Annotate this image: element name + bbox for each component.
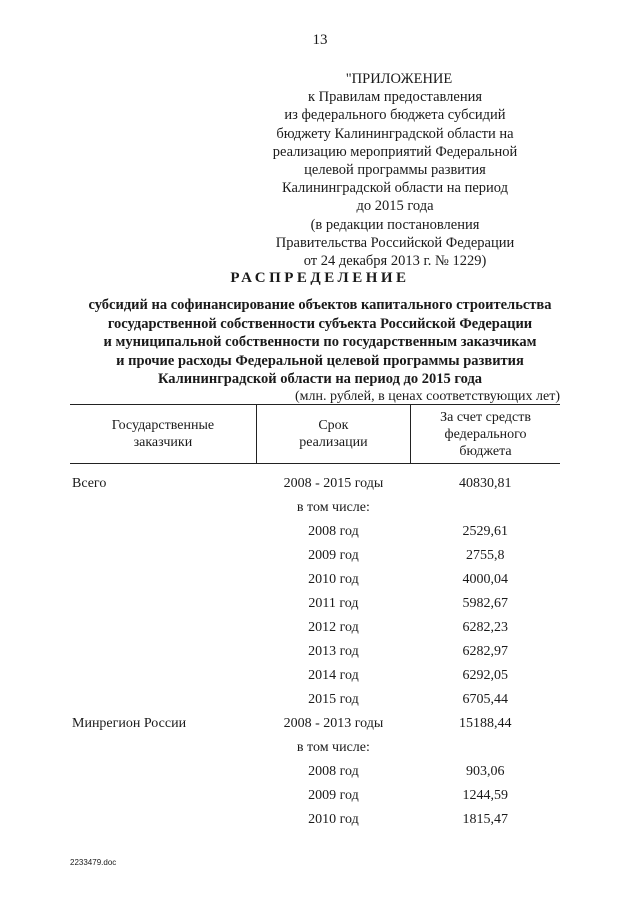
cell-customer	[70, 664, 256, 688]
cell-period: 2015 год	[308, 692, 359, 707]
cell-customer: Минрегион России	[72, 716, 187, 731]
cell-period: 2008 - 2013 годы	[283, 716, 384, 731]
table-row	[70, 784, 560, 808]
cell-amount: 6282,97	[462, 644, 509, 659]
units-note: (млн. рублей, в ценах соответствующих лет)	[295, 389, 560, 404]
table-row	[70, 760, 560, 784]
cell-period: 2013 год	[308, 644, 359, 659]
distribution-table	[70, 404, 560, 832]
cell-period: 2010 год	[308, 812, 359, 827]
document-title: РАСПРЕДЕЛЕНИЕ	[230, 270, 410, 286]
table-row	[70, 464, 560, 497]
cell-customer	[70, 760, 256, 784]
table-row	[70, 736, 560, 760]
cell-amount: 1244,59	[462, 788, 509, 803]
appendix-line: из федерального бюджета субсидий	[284, 107, 506, 124]
cell-amount: 903,06	[466, 764, 505, 779]
appendix-line: к Правилам предоставления	[307, 89, 483, 106]
cell-amount: 4000,04	[462, 572, 509, 587]
cell-customer	[70, 496, 256, 520]
cell-customer	[70, 616, 256, 640]
appendix-note	[240, 70, 550, 270]
table-row	[70, 712, 560, 736]
cell-customer	[70, 520, 256, 544]
appendix-line: бюджету Калининградской области на	[276, 125, 514, 142]
cell-period: 2014 год	[308, 668, 359, 683]
cell-customer	[70, 544, 256, 568]
header-line: За счет средств	[440, 409, 531, 425]
cell-period: 2012 год	[308, 620, 359, 635]
cell-customer	[70, 568, 256, 592]
cell-customer	[70, 640, 256, 664]
page-number: 13	[312, 32, 328, 48]
header-amount	[411, 405, 560, 464]
appendix-line: реализацию мероприятий Федеральной	[272, 143, 518, 160]
table-row	[70, 592, 560, 616]
cell-customer	[70, 736, 256, 760]
cell-amount: 6292,05	[462, 668, 509, 683]
appendix-line: Калининградской области на период	[281, 180, 509, 197]
header-line: реализации	[299, 435, 368, 450]
cell-amount: 6705,44	[462, 692, 509, 707]
cell-customer: Всего	[72, 476, 107, 491]
header-line: Государственные	[111, 418, 215, 433]
table-row	[70, 520, 560, 544]
appendix-line: (в редакции постановления	[310, 216, 480, 233]
subtitle-line: Калининградской области на период до 2015 года	[157, 371, 483, 388]
header-line: федерального	[444, 426, 527, 442]
table-row	[70, 568, 560, 592]
header-line: Срок	[318, 418, 349, 433]
document-subtitle	[60, 296, 580, 389]
header-line: заказчики	[133, 435, 193, 450]
cell-amount: 5982,67	[462, 596, 509, 611]
subtitle-line: государственной собственности субъекта Российской Федерации	[107, 315, 533, 332]
appendix-line: Правительства Российской Федерации	[275, 234, 515, 251]
cell-amount: 15188,44	[459, 716, 512, 731]
cell-amount: 2755,8	[466, 548, 505, 563]
cell-period: 2008 год	[308, 764, 359, 779]
cell-amount: 2529,61	[462, 524, 509, 539]
table-row	[70, 808, 560, 832]
table-header-row	[70, 405, 560, 464]
cell-amount: 6282,23	[462, 620, 509, 635]
cell-customer	[70, 808, 256, 832]
table-row	[70, 496, 560, 520]
cell-period: 2008 год	[308, 524, 359, 539]
cell-period: 2010 год	[308, 572, 359, 587]
table-row	[70, 664, 560, 688]
table-row	[70, 688, 560, 712]
cell-amount	[411, 496, 560, 520]
header-period	[256, 405, 410, 464]
cell-period: 2009 год	[308, 788, 359, 803]
file-name-footer: 2233479.doc	[70, 858, 117, 867]
table-row	[70, 640, 560, 664]
cell-amount: 1815,47	[462, 812, 509, 827]
cell-period: 2009 год	[308, 548, 359, 563]
appendix-line: от 24 декабря 2013 г. № 1229)	[303, 253, 487, 270]
appendix-line: до 2015 года	[356, 198, 434, 215]
cell-period: 2011 год	[308, 596, 359, 611]
table-row	[70, 544, 560, 568]
cell-customer	[70, 688, 256, 712]
header-customers	[70, 405, 256, 464]
cell-amount	[411, 736, 560, 760]
cell-period: 2008 - 2015 годы	[283, 476, 384, 491]
cell-customer	[70, 592, 256, 616]
cell-period: в том числе:	[296, 500, 370, 515]
cell-period: в том числе:	[296, 740, 370, 755]
subtitle-line: и прочие расходы Федеральной целевой программы развития	[116, 352, 524, 369]
cell-amount: 40830,81	[459, 476, 512, 491]
header-line: бюджета	[459, 443, 512, 459]
table-row	[70, 616, 560, 640]
subtitle-line: субсидий на софинансирование объектов капитального строительства	[88, 297, 552, 313]
appendix-line: "ПРИЛОЖЕНИЕ	[345, 71, 453, 87]
cell-customer	[70, 784, 256, 808]
appendix-line: целевой программы развития	[304, 162, 486, 179]
subtitle-line: и муниципальной собственности по государственным заказчикам	[103, 334, 537, 351]
